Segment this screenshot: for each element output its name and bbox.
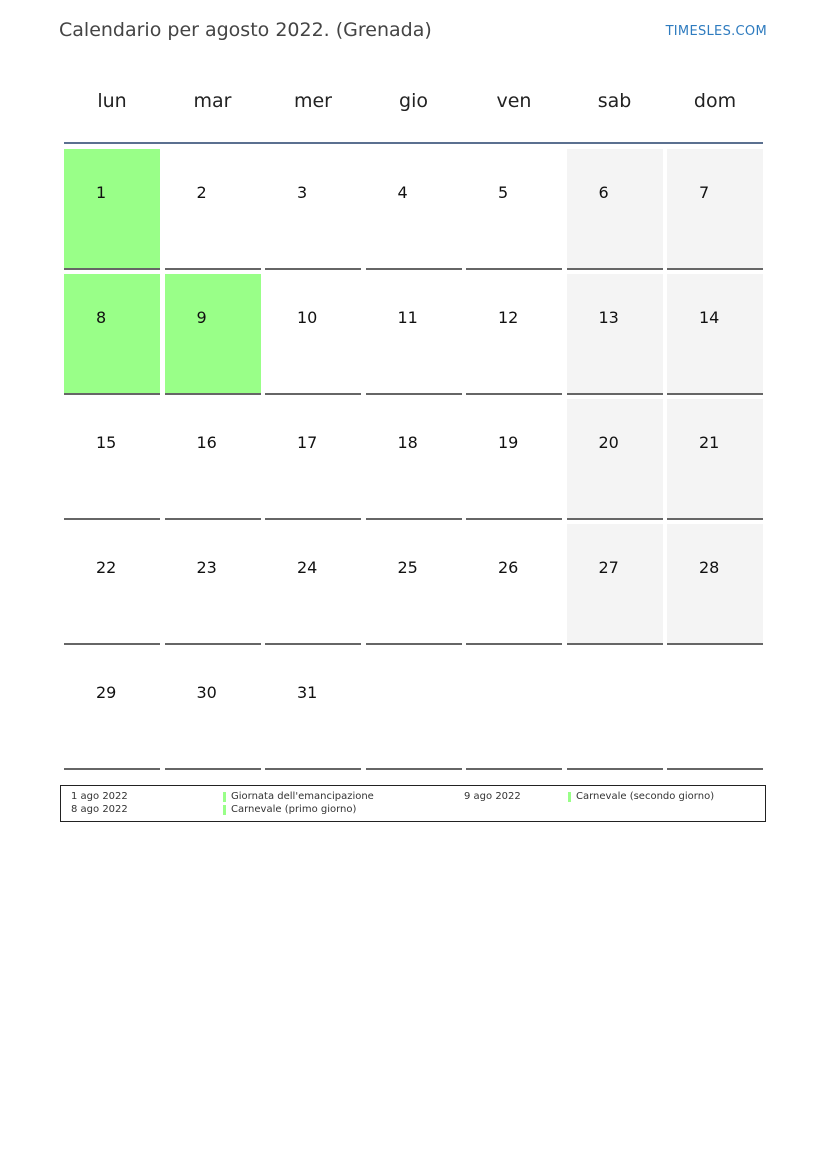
day-cell [64,649,160,770]
legend-holiday-name: Carnevale (secondo giorno) [576,791,715,802]
legend-color-marker [223,792,226,802]
day-cell [366,524,462,645]
day-number: 11 [397,308,418,327]
day-cell [64,274,160,395]
day-number: 29 [96,683,117,702]
day-cell [165,274,261,395]
day-number: 8 [96,308,107,327]
day-cell [567,274,663,395]
weekday-label: sab [597,90,632,112]
day-number: 1 [96,183,107,202]
day-cell [265,274,361,395]
empty-day-cell [567,649,663,770]
day-cell [667,399,763,520]
header-divider [64,142,763,144]
legend-holiday-name: Giornata dell'emancipazione [231,791,374,802]
holiday-legend [60,785,766,822]
day-cell [366,399,462,520]
day-cell [667,274,763,395]
day-number: 6 [598,183,609,202]
page-title: Calendario per agosto 2022. (Grenada) [59,19,432,41]
day-number: 24 [297,558,318,577]
day-cell [366,149,462,270]
day-cell [567,399,663,520]
day-number: 20 [598,433,619,452]
day-number: 17 [297,433,318,452]
day-number: 16 [196,433,217,452]
empty-day-cell [366,649,462,770]
legend-color-marker [223,805,226,815]
weekday-label: lun [97,90,127,112]
day-number: 19 [498,433,519,452]
day-number: 28 [699,558,720,577]
day-number: 30 [196,683,217,702]
day-number: 27 [598,558,619,577]
day-number: 15 [96,433,117,452]
day-cell [64,149,160,270]
day-number: 26 [498,558,519,577]
day-number: 3 [297,183,308,202]
day-cell [165,649,261,770]
day-number: 23 [196,558,217,577]
day-cell [265,649,361,770]
day-cell [667,149,763,270]
day-cell [265,524,361,645]
day-cell [466,399,562,520]
day-number: 4 [397,183,408,202]
legend-date: 8 ago 2022 [71,804,128,815]
day-number: 25 [397,558,418,577]
day-number: 31 [297,683,318,702]
day-number: 10 [297,308,318,327]
day-number: 5 [498,183,509,202]
day-cell [64,399,160,520]
day-number: 22 [96,558,117,577]
day-number: 2 [196,183,207,202]
day-cell [165,524,261,645]
weekday-label: gio [399,90,428,112]
legend-holiday-name: Carnevale (primo giorno) [231,804,357,815]
day-cell [466,274,562,395]
weekday-label: dom [693,90,737,112]
legend-color-marker [568,792,571,802]
weekday-label: ven [496,90,532,112]
day-cell [366,274,462,395]
day-number: 13 [598,308,619,327]
calendar-grid [64,149,763,770]
day-number: 7 [699,183,710,202]
day-number: 12 [498,308,519,327]
day-cell [265,399,361,520]
day-number: 21 [699,433,720,452]
empty-day-cell [667,649,763,770]
day-cell [466,149,562,270]
day-cell [165,149,261,270]
day-cell [64,524,160,645]
weekday-header-row [64,90,763,120]
day-cell [466,524,562,645]
legend-date: 1 ago 2022 [71,791,128,802]
day-cell [567,149,663,270]
day-number: 18 [397,433,418,452]
empty-day-cell [466,649,562,770]
day-cell [265,149,361,270]
day-cell [165,399,261,520]
day-number: 14 [699,308,720,327]
day-number: 9 [196,308,207,327]
day-cell [567,524,663,645]
weekday-label: mer [293,90,332,112]
brand-link[interactable]: TIMESLES.COM [665,24,767,39]
weekday-label: mar [193,90,232,112]
day-cell [667,524,763,645]
legend-date: 9 ago 2022 [464,791,521,802]
